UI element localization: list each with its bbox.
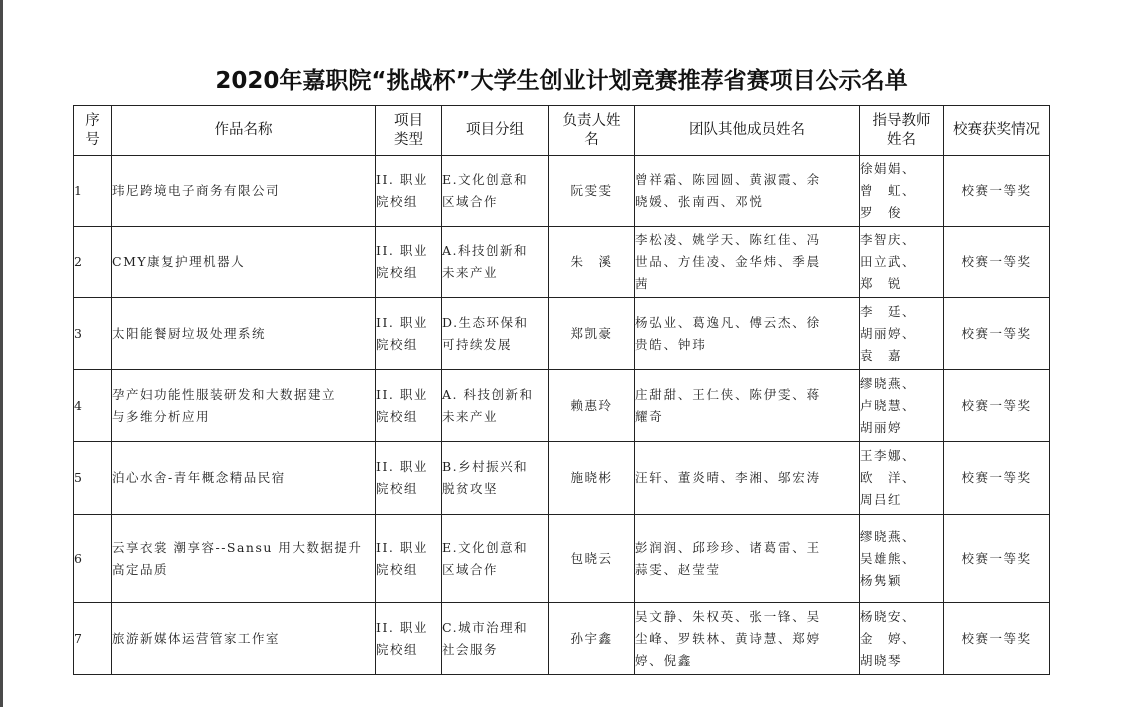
header-award: 校赛获奖情况 [944, 106, 1050, 156]
cell-line: 晓媛、张南西、邓悦 [635, 194, 764, 209]
cell-line: 区域合作 [442, 561, 499, 577]
header-no: 序 号 [74, 106, 112, 156]
cell-line: 徐娟娟、 [860, 161, 917, 176]
cell-line: II. 职业 [376, 459, 428, 474]
cell-line: D.生态环保和 [442, 314, 529, 330]
cell-team-members [635, 298, 860, 370]
cell-leader: 施晓彬 [549, 442, 635, 515]
cell-advisors [860, 298, 944, 370]
cell-project-group [442, 515, 549, 603]
cell-line: 未来产业 [442, 408, 499, 424]
cell-no: 1 [74, 156, 112, 227]
cell-project-type [376, 156, 442, 227]
cell-advisors [860, 515, 944, 603]
cell-no: 3 [74, 298, 112, 370]
cell-no: 6 [74, 515, 112, 603]
cell-no: 2 [74, 227, 112, 298]
table-header-row [74, 106, 1050, 156]
table-row [74, 515, 1050, 603]
cell-project-name [112, 298, 376, 370]
cell-project-group [442, 227, 549, 298]
cell-project-name [112, 227, 376, 298]
cell-project-group [442, 370, 549, 442]
cell-advisors [860, 156, 944, 227]
cell-leader: 郑凯豪 [549, 298, 635, 370]
cell-line: 社会服务 [442, 641, 499, 657]
cell-line: 吴雄熊、 [860, 550, 917, 566]
cell-award: 校赛一等奖 [944, 156, 1050, 227]
cell-line: 区域合作 [442, 194, 499, 209]
table-row [74, 156, 1050, 227]
cell-project-type [376, 227, 442, 298]
cell-leader: 朱 溪 [549, 227, 635, 298]
cell-project-name [112, 603, 376, 675]
cell-line: 罗 俊 [860, 205, 903, 220]
cell-line: II. 职业 [376, 539, 428, 555]
cell-team-members [635, 442, 860, 515]
table-row [74, 603, 1050, 675]
cell-line: 院校组 [376, 408, 419, 424]
cell-line: 曾 虹、 [860, 183, 917, 198]
cell-line: 杨晓安、 [860, 608, 917, 624]
cell-project-type [376, 370, 442, 442]
cell-project-name [112, 442, 376, 515]
cell-award: 校赛一等奖 [944, 603, 1050, 675]
window-edge-strip [0, 0, 3, 707]
cell-advisors [860, 227, 944, 298]
cell-line: 贵皓、钟玮 [635, 336, 707, 352]
cell-line: 耀奇 [635, 408, 664, 424]
cell-leader: 阮雯雯 [549, 156, 635, 227]
cell-line: A.科技创新和 [442, 243, 529, 258]
cell-line: 院校组 [376, 481, 419, 496]
cell-award: 校赛一等奖 [944, 515, 1050, 603]
cell-project-type [376, 515, 442, 603]
cell-project-group [442, 442, 549, 515]
cell-leader: 包晓云 [549, 515, 635, 603]
cell-line: 院校组 [376, 641, 419, 657]
cell-line: 世品、方佳凌、金华炜、季晨 [635, 254, 821, 269]
cell-line: 吴文静、朱权英、张一锋、吴 [635, 608, 821, 624]
cell-leader: 孙宇鑫 [549, 603, 635, 675]
cell-line: 太阳能餐厨垃圾处理系统 [112, 325, 267, 341]
cell-project-type [376, 298, 442, 370]
cell-award: 校赛一等奖 [944, 442, 1050, 515]
cell-line: 缪晓燕、 [860, 528, 917, 544]
cell-project-name [112, 370, 376, 442]
cell-project-name [112, 156, 376, 227]
cell-line: II. 职业 [376, 386, 428, 402]
cell-line: 院校组 [376, 194, 419, 209]
cell-line: 欧 洋、 [860, 470, 917, 485]
cell-line: 李 廷、 [860, 303, 917, 319]
cell-line: 高定品质 [112, 561, 169, 577]
table-row [74, 370, 1050, 442]
cell-line: 尘峰、罗轶林、黄诗慧、郑婷 [635, 630, 821, 646]
cell-line: II. 职业 [376, 172, 428, 187]
cell-line: 庄甜甜、王仁侠、陈伊雯、蒋 [635, 386, 821, 402]
cell-line: 旅游新媒体运营管家工作室 [112, 630, 281, 646]
header-advisors: 指导教师 姓名 [860, 106, 944, 156]
cell-no: 7 [74, 603, 112, 675]
cell-line: 孕产妇功能性服装研发和大数据建立 [112, 386, 337, 402]
cell-team-members [635, 227, 860, 298]
cell-line: II. 职业 [376, 243, 428, 258]
cell-line: 李智庆、 [860, 232, 917, 247]
cell-line: 胡丽婷、 [860, 325, 917, 341]
cell-line: C.城市治理和 [442, 619, 529, 635]
table-row [74, 298, 1050, 370]
cell-project-type [376, 603, 442, 675]
cell-line: 杨弘业、葛逸凡、傅云杰、徐 [635, 314, 821, 330]
cell-line: 缪晓燕、 [860, 375, 917, 391]
cell-award: 校赛一等奖 [944, 227, 1050, 298]
header-project-name: 作品名称 [112, 106, 376, 156]
cell-line: 茜 [635, 276, 650, 291]
cell-line: II. 职业 [376, 619, 428, 635]
cell-line: 未来产业 [442, 265, 499, 280]
cell-line: E.文化创意和 [442, 172, 529, 187]
header-project-group: 项目分组 [442, 106, 549, 156]
cell-team-members [635, 515, 860, 603]
cell-project-name [112, 515, 376, 603]
cell-line: 金 婷、 [860, 630, 917, 646]
cell-no: 4 [74, 370, 112, 442]
cell-line: 可持续发展 [442, 336, 513, 352]
table-row [74, 227, 1050, 298]
cell-team-members [635, 370, 860, 442]
cell-line: 汪轩、董炎晴、李湘、邬宏涛 [635, 470, 821, 485]
cell-line: 婷、倪鑫 [635, 652, 693, 668]
cell-advisors [860, 370, 944, 442]
cell-line: 李松凌、姚学天、陈红佳、冯 [635, 232, 821, 247]
cell-line: 彭润润、邱珍珍、诸葛雷、王 [635, 539, 821, 555]
cell-line: 曾祥霜、陈园圆、黄淑霞、余 [635, 172, 821, 187]
cell-line: E.文化创意和 [442, 539, 529, 555]
cell-line: 胡丽婷 [860, 419, 903, 435]
cell-line: 袁 嘉 [860, 347, 903, 363]
cell-award: 校赛一等奖 [944, 370, 1050, 442]
cell-line: 与多维分析应用 [112, 408, 211, 424]
table-row [74, 442, 1050, 515]
header-team-members: 团队其他成员姓名 [635, 106, 860, 156]
cell-team-members [635, 156, 860, 227]
cell-project-group [442, 603, 549, 675]
header-leader: 负责人姓 名 [549, 106, 635, 156]
cell-line: 蒜雯、赵莹莹 [635, 561, 721, 577]
cell-line: 院校组 [376, 265, 419, 280]
cell-line: CMY康复护理机器人 [112, 254, 246, 269]
cell-project-group [442, 298, 549, 370]
cell-line: 泊心水舍-青年概念精品民宿 [112, 470, 286, 485]
cell-line: 胡晓琴 [860, 652, 903, 668]
cell-no: 5 [74, 442, 112, 515]
document-title: 2020年嘉职院“挑战杯”大学生创业计划竞赛推荐省赛项目公示名单 [215, 68, 908, 94]
cell-line: 院校组 [376, 336, 419, 352]
cell-project-type [376, 442, 442, 515]
cell-advisors [860, 603, 944, 675]
cell-line: 脱贫攻坚 [442, 481, 499, 496]
header-project-type: 项目 类型 [376, 106, 442, 156]
cell-line: 王李娜、 [860, 448, 917, 463]
cell-line: B.乡村振兴和 [442, 459, 529, 474]
cell-project-group [442, 156, 549, 227]
cell-line: 院校组 [376, 561, 419, 577]
project-list-table [73, 105, 1050, 675]
cell-award: 校赛一等奖 [944, 298, 1050, 370]
cell-line: II. 职业 [376, 314, 428, 330]
cell-line: 云享衣裳 潮享容--Sansu 用大数据提升 [112, 539, 363, 555]
cell-advisors [860, 442, 944, 515]
cell-line: 郑 锐 [860, 276, 903, 291]
cell-team-members [635, 603, 860, 675]
cell-line: 周吕红 [860, 492, 903, 507]
cell-line: 玮尼跨境电子商务有限公司 [112, 183, 281, 198]
cell-line: 卢晓慧、 [860, 397, 917, 413]
cell-leader: 赖惠玲 [549, 370, 635, 442]
cell-line: 田立武、 [860, 254, 917, 269]
cell-line: A. 科技创新和 [442, 386, 534, 402]
cell-line: 杨隽颖 [860, 572, 903, 588]
